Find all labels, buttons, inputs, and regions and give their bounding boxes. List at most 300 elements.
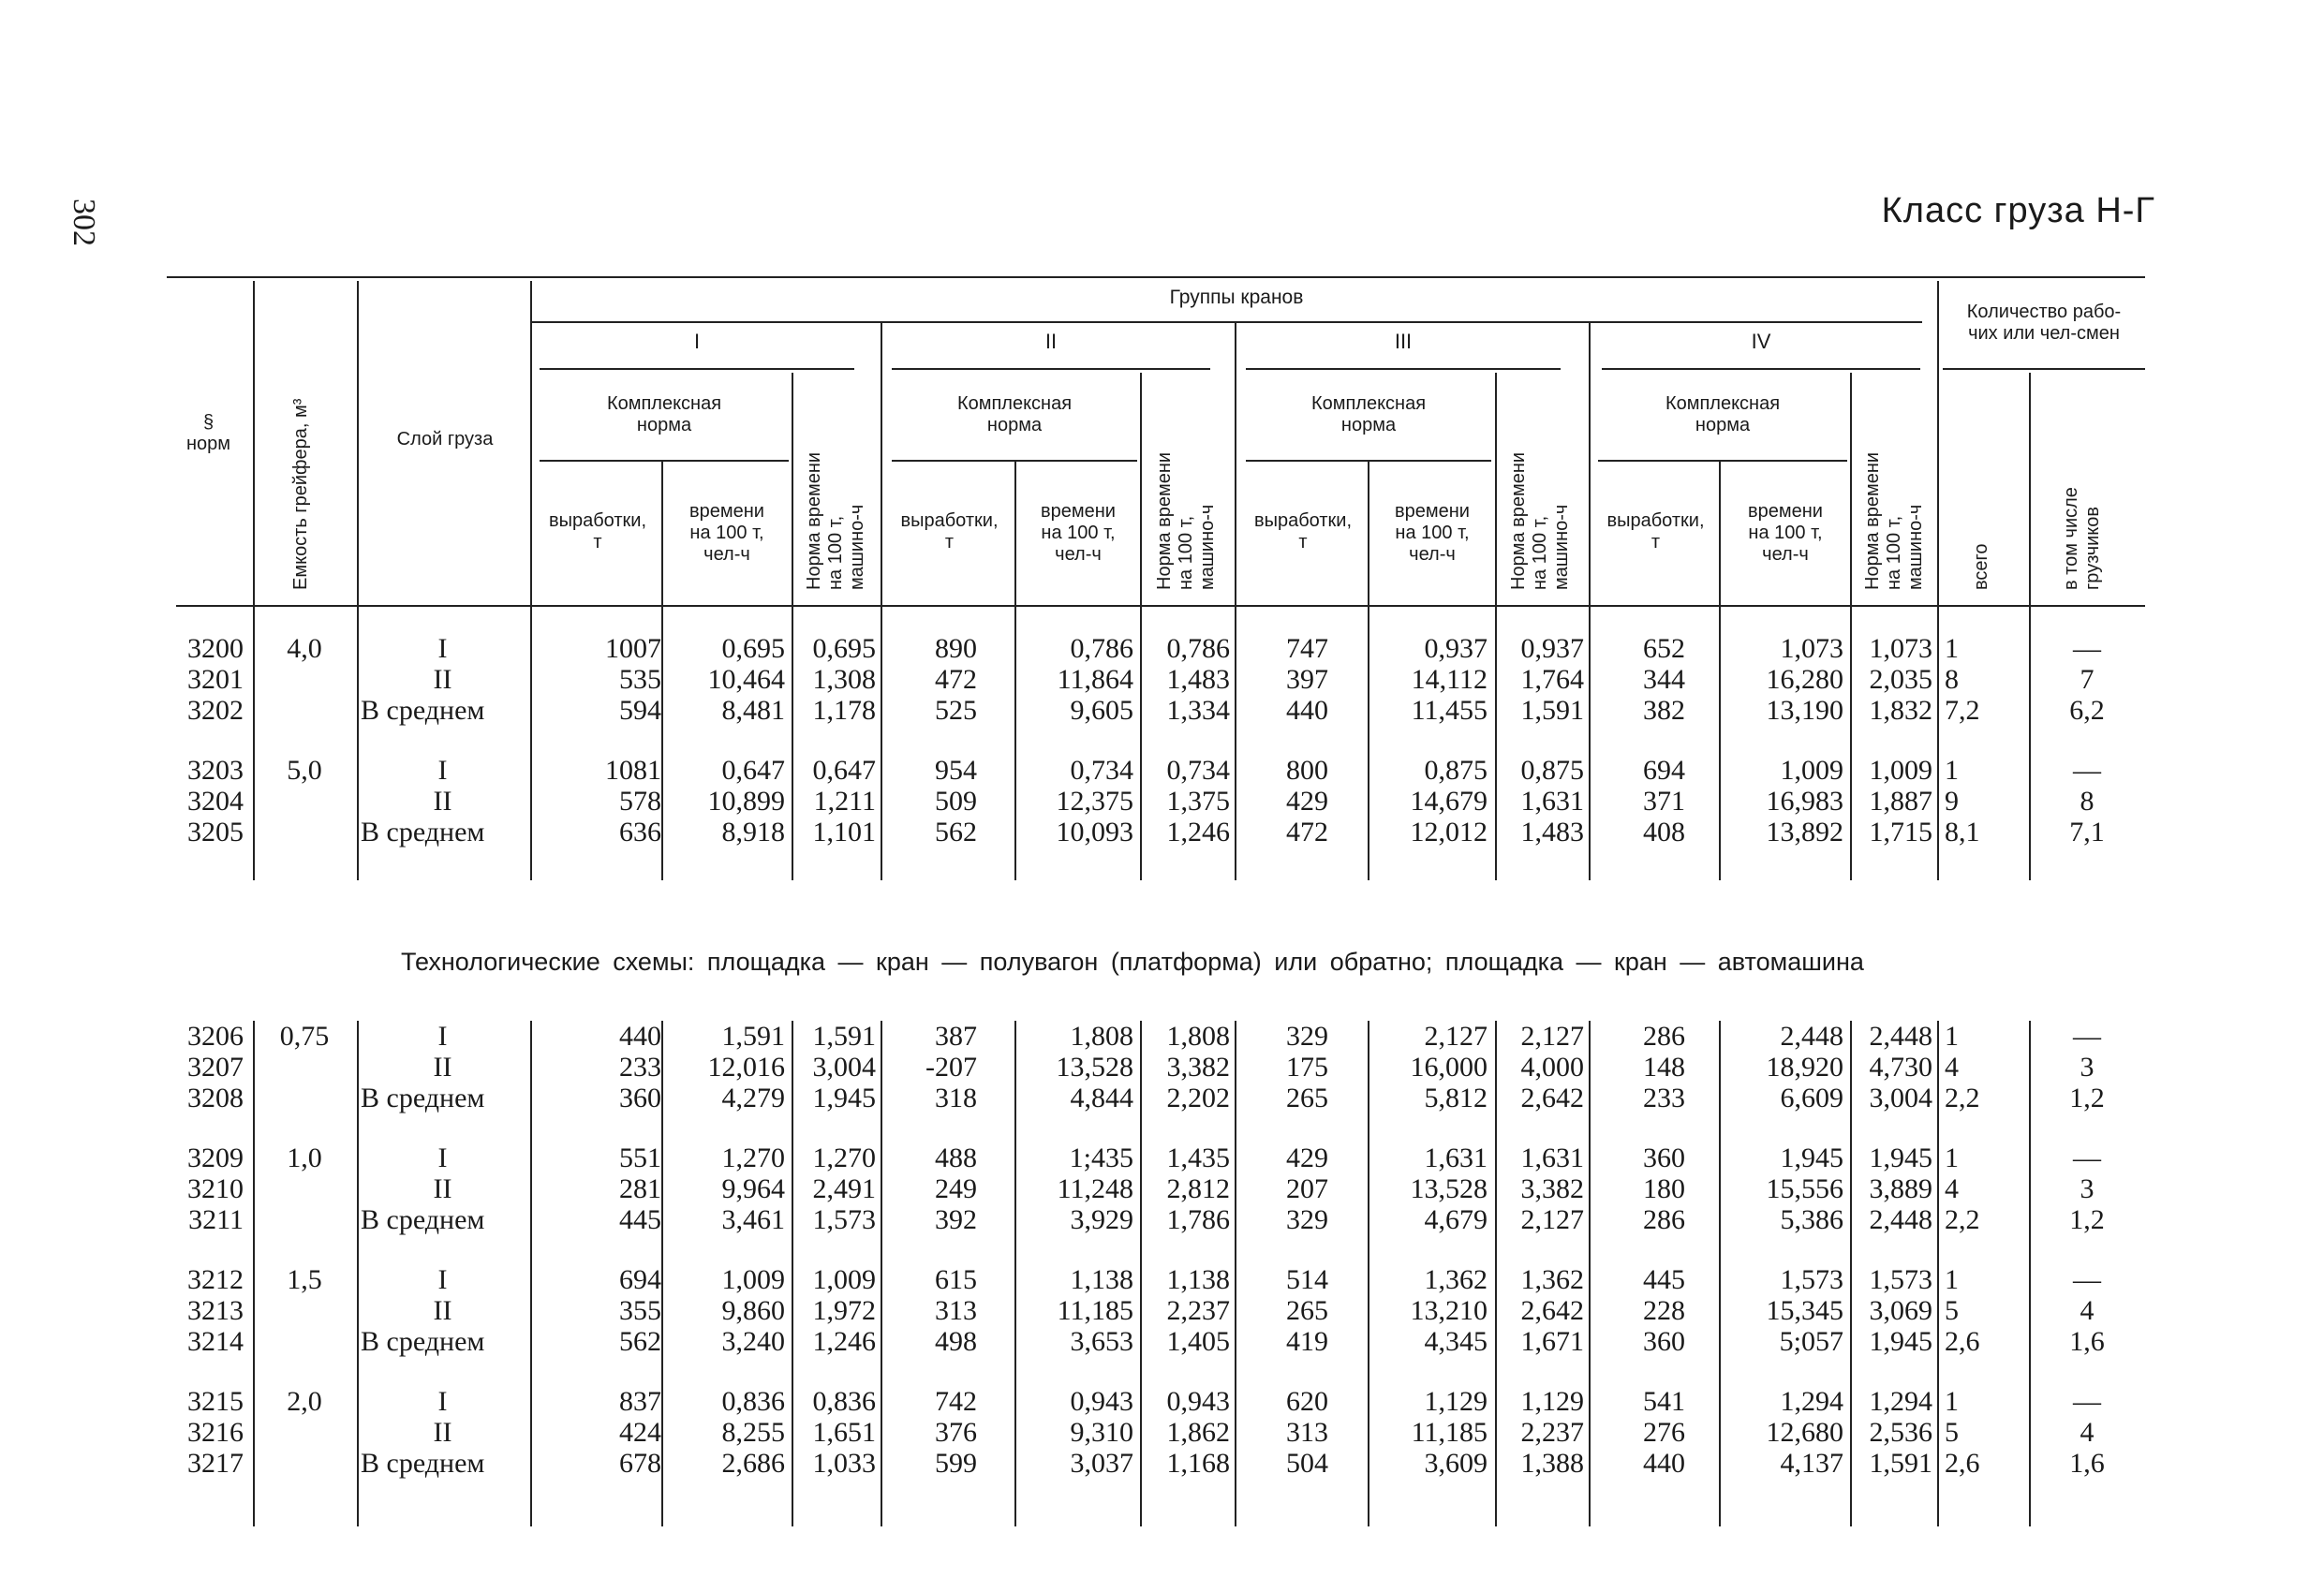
group-3-output: 329 [1286,1204,1328,1235]
group-4-machine-time: 2,035 [1869,664,1932,695]
group-4-machine-time: 1,945 [1869,1142,1932,1173]
group-2-machine-time: 3,382 [1166,1052,1230,1083]
header-machine-time-III: Норма времени на 100 т, машино-ч [1508,451,1572,590]
group-3-time: 14,112 [1411,664,1488,695]
group-4-machine-time: 3,889 [1869,1173,1932,1204]
group-2-time: 11,248 [1057,1173,1133,1204]
workers-loaders: — [2073,1142,2101,1173]
norm-number: 3206 [187,1021,244,1052]
group-3-output: 419 [1286,1326,1328,1357]
group-2-output: -207 [925,1052,977,1083]
group-2-machine-time: 1,168 [1166,1448,1230,1479]
norm-number: 3207 [187,1052,244,1083]
group-2-time: 13,528 [1056,1052,1133,1083]
workers-total: 1 [1945,633,1959,664]
group-3-output: 514 [1286,1264,1328,1295]
header-cargo-layer: Слой груза [396,429,494,450]
group-4-time: 4,137 [1780,1448,1843,1479]
group-4-time: 5;057 [1779,1326,1843,1357]
group-4-machine-time: 1,591 [1869,1448,1932,1479]
header-group-III: III [1394,330,1413,353]
group-1-output: 424 [619,1417,661,1448]
grab-capacity: 4,0 [287,633,322,664]
group-1-machine-time: 3,004 [812,1052,876,1083]
group-1-output: 837 [619,1386,661,1417]
group-3-machine-time: 4,000 [1520,1052,1584,1083]
header-complex-norm-IV: Комплексная норма [1665,393,1781,435]
workers-total: 1 [1945,1264,1959,1295]
workers-loaders: 8 [2080,786,2095,817]
workers-loaders: — [2073,755,2101,786]
cargo-layer: I [437,1386,448,1417]
group-2-time: 3,653 [1070,1326,1133,1357]
group-3-machine-time: 1,362 [1520,1264,1584,1295]
group-4-output: 276 [1643,1417,1685,1448]
group-2-output: 890 [935,633,977,664]
norm-number: 3212 [187,1264,244,1295]
workers-total: 5 [1945,1417,1959,1448]
table-row [0,633,2324,664]
group-4-time: 1,009 [1780,755,1843,786]
cargo-layer: II [433,786,452,817]
group-2-output: 562 [935,817,977,848]
workers-loaders: 4 [2080,1295,2095,1326]
group-3-time: 16,000 [1410,1052,1488,1083]
group-4-machine-time: 1,832 [1869,695,1932,726]
header-norm: § норм [185,412,231,454]
group-2-output: 525 [935,695,977,726]
technological-schemes-line: Технологические схемы: площадка — кран — полувагон (платформа) или обратно; площадка — кран — автомашина [401,948,1864,976]
cargo-layer: В среднем [361,817,485,848]
cargo-layer: В среднем [361,1448,485,1479]
workers-total: 1 [1945,1386,1959,1417]
group-4-output: 233 [1643,1083,1685,1113]
group-2-output: 498 [935,1326,977,1357]
workers-loaders: 6,2 [2069,695,2105,726]
group-3-time: 13,210 [1410,1295,1488,1326]
group-3-output: 800 [1286,755,1328,786]
cargo-layer: В среднем [361,695,485,726]
group-2-machine-time: 0,786 [1166,633,1230,664]
table-row [0,695,2324,726]
workers-total: 8 [1945,664,1959,695]
group-1-time: 1,591 [721,1021,785,1052]
group-3-time: 1,631 [1424,1142,1488,1173]
table-row [0,817,2324,848]
header-crane-groups: Группы кранов [1169,287,1304,308]
cargo-layer: II [433,1417,452,1448]
group-1-output: 551 [619,1142,661,1173]
group-3-time: 1,362 [1424,1264,1488,1295]
crane-groups-rule [530,321,1922,323]
group-1-time: 2,686 [721,1448,785,1479]
group-3-machine-time: 1,671 [1520,1326,1584,1357]
group-2-time: 4,844 [1070,1083,1133,1113]
group-2-machine-time: 1,375 [1166,786,1230,817]
group-3-time: 4,679 [1424,1204,1488,1235]
group-1-output: 355 [619,1295,661,1326]
group-3-time: 14,679 [1410,786,1488,817]
group-IV-rule [1602,368,1920,370]
workers-total: 2,6 [1945,1448,1980,1479]
group-3-machine-time: 2,127 [1520,1021,1584,1052]
workers-total: 5 [1945,1295,1959,1326]
group-3-time: 3,609 [1424,1448,1488,1479]
norm-number: 3217 [187,1448,244,1479]
group-2-output: 313 [935,1295,977,1326]
grab-capacity: 1,5 [287,1264,322,1295]
group-1-machine-time: 1,270 [812,1142,876,1173]
group-3-output: 265 [1286,1295,1328,1326]
group-4-time: 16,983 [1766,786,1843,817]
workers-total: 7,2 [1945,695,1980,726]
table-row [0,1173,2324,1204]
header-complex-norm-II: Комплексная норма [956,393,1073,435]
group-4-output: 371 [1643,786,1685,817]
group-3-machine-time: 2,237 [1520,1417,1584,1448]
group-2-machine-time: 1,138 [1166,1264,1230,1295]
group-4-time: 6,609 [1780,1083,1843,1113]
workers-rule [1943,368,2145,370]
group-2-time: 0,734 [1070,755,1133,786]
group-4-time: 15,345 [1766,1295,1843,1326]
cargo-layer: II [433,1295,452,1326]
cargo-layer: I [437,1021,448,1052]
group-4-output: 445 [1643,1264,1685,1295]
workers-total: 4 [1945,1173,1959,1204]
header-workers: Количество рабо- чих или чел-смен [1966,302,2122,344]
group-4-machine-time: 1,573 [1869,1264,1932,1295]
group-III-rule [1246,368,1561,370]
header-group-I: I [693,330,701,353]
cargo-layer: В среднем [361,1326,485,1357]
header-output-I: выработки, т [548,510,647,553]
group-1-machine-time: 1,591 [812,1021,876,1052]
group-4-time: 1,073 [1780,633,1843,664]
group-4-output: 360 [1643,1142,1685,1173]
group-2-time: 11,864 [1057,664,1133,695]
group-3-machine-time: 3,382 [1520,1173,1584,1204]
group-3-machine-time: 2,127 [1520,1204,1584,1235]
header-machine-time-I: Норма времени на 100 т, машино-ч [804,451,867,590]
group-1-output: 535 [619,664,661,695]
table-row [0,1448,2324,1479]
group-2-output: 488 [935,1142,977,1173]
group-1-time: 0,647 [721,755,785,786]
group-1-machine-time: 2,491 [812,1173,876,1204]
group-2-machine-time: 2,812 [1166,1173,1230,1204]
group-4-output: 440 [1643,1448,1685,1479]
group-2-output: 392 [935,1204,977,1235]
cargo-layer: I [437,633,448,664]
group-2-time: 3,037 [1070,1448,1133,1479]
group-4-output: 360 [1643,1326,1685,1357]
group-4-machine-time: 3,004 [1869,1083,1932,1113]
group-3-machine-time: 2,642 [1520,1083,1584,1113]
workers-total: 2,2 [1945,1083,1980,1113]
group-1-machine-time: 0,836 [812,1386,876,1417]
group-4-machine-time: 2,536 [1869,1417,1932,1448]
group-4-time: 15,556 [1766,1173,1843,1204]
group-2-output: 599 [935,1448,977,1479]
group-4-time: 13,190 [1766,695,1843,726]
group-3-machine-time: 1,764 [1520,664,1584,695]
group-1-time: 3,240 [721,1326,785,1357]
group-1-machine-time: 1,101 [812,817,876,848]
group-4-time: 18,920 [1766,1052,1843,1083]
group-1-machine-time: 1,308 [812,664,876,695]
workers-loaders: 3 [2080,1173,2095,1204]
group-3-output: 429 [1286,1142,1328,1173]
header-time-III: времени на 100 т, чел-ч [1395,501,1470,565]
group-3-output: 620 [1286,1386,1328,1417]
group-II-rule [892,368,1210,370]
norm-number: 3211 [188,1204,244,1235]
group-4-machine-time: 1,945 [1869,1326,1932,1357]
group-3-time: 5,812 [1424,1083,1488,1113]
group-2-time: 1;435 [1069,1142,1133,1173]
group-2-time: 10,093 [1056,817,1133,848]
group-1-time: 12,016 [707,1052,785,1083]
group-4-time: 2,448 [1780,1021,1843,1052]
group-1-time: 4,279 [721,1083,785,1113]
group-3-machine-time: 2,642 [1520,1295,1584,1326]
group-2-time: 1,808 [1070,1021,1133,1052]
group-4-machine-time: 1,294 [1869,1386,1932,1417]
table-row [0,1142,2324,1173]
group-3-machine-time: 1,591 [1520,695,1584,726]
group-1-time: 9,964 [721,1173,785,1204]
workers-total: 4 [1945,1052,1959,1083]
group-1-time: 8,918 [721,817,785,848]
header-complex-norm-I: Комплексная норма [606,393,722,435]
group-2-output: 954 [935,755,977,786]
group-1-output: 445 [619,1204,661,1235]
group-2-output: 387 [935,1021,977,1052]
group-1-time: 9,860 [721,1295,785,1326]
group-4-machine-time: 1,009 [1869,755,1932,786]
group-4-output: 148 [1643,1052,1685,1083]
workers-loaders: — [2073,1264,2101,1295]
header-machine-time-IV: Норма времени на 100 т, машино-ч [1862,451,1926,590]
group-4-machine-time: 2,448 [1869,1021,1932,1052]
group-3-machine-time: 1,388 [1520,1448,1584,1479]
group-3-output: 747 [1286,633,1328,664]
group-4-output: 228 [1643,1295,1685,1326]
group-2-machine-time: 2,202 [1166,1083,1230,1113]
group-2-time: 0,786 [1070,633,1133,664]
group-3-time: 4,345 [1424,1326,1488,1357]
grab-capacity: 1,0 [287,1142,322,1173]
group-2-output: 249 [935,1173,977,1204]
workers-loaders: 1,2 [2069,1083,2105,1113]
group-1-machine-time: 1,178 [812,695,876,726]
table-row [0,1386,2324,1417]
cargo-layer: II [433,1173,452,1204]
group-2-time: 1,138 [1070,1264,1133,1295]
workers-loaders: — [2073,633,2101,664]
group-1-time: 0,695 [721,633,785,664]
cargo-layer: I [437,755,448,786]
table-row [0,755,2324,786]
group-1-output: 562 [619,1326,661,1357]
group-2-output: 742 [935,1386,977,1417]
norm-number: 3202 [187,695,244,726]
group-1-machine-time: 1,945 [812,1083,876,1113]
header-group-II: II [1044,330,1058,353]
norm-number: 3200 [187,633,244,664]
group-2-machine-time: 1,405 [1166,1326,1230,1357]
workers-loaders: — [2073,1386,2101,1417]
group-3-time: 0,937 [1424,633,1488,664]
workers-total: 2,6 [1945,1326,1980,1357]
group-2-output: 376 [935,1417,977,1448]
group-4-output: 652 [1643,633,1685,664]
table-row [0,1021,2324,1052]
header-time-I: времени на 100 т, чел-ч [689,501,764,565]
complex-IV-rule [1598,460,1847,462]
group-3-output: 329 [1286,1021,1328,1052]
workers-loaders: 4 [2080,1417,2095,1448]
table-row [0,664,2324,695]
workers-total: 9 [1945,786,1959,817]
header-output-IV: выработки, т [1606,510,1705,553]
group-1-time: 0,836 [721,1386,785,1417]
group-4-time: 1,945 [1780,1142,1843,1173]
group-3-output: 429 [1286,786,1328,817]
group-1-machine-time: 1,573 [812,1204,876,1235]
norm-number: 3210 [187,1173,244,1204]
group-3-machine-time: 1,129 [1520,1386,1584,1417]
group-2-machine-time: 2,237 [1166,1295,1230,1326]
group-4-output: 180 [1643,1173,1685,1204]
group-4-output: 541 [1643,1386,1685,1417]
group-3-time: 11,185 [1411,1417,1488,1448]
group-3-time: 11,455 [1411,695,1488,726]
group-1-machine-time: 1,651 [812,1417,876,1448]
header-grab-capacity: Емкость грейфера, м³ [290,398,311,590]
group-1-machine-time: 1,009 [812,1264,876,1295]
norm-number: 3213 [187,1295,244,1326]
norm-number: 3209 [187,1142,244,1173]
group-1-time: 10,464 [707,664,785,695]
group-2-time: 0,943 [1070,1386,1133,1417]
group-4-machine-time: 1,073 [1869,633,1932,664]
norm-number: 3215 [187,1386,244,1417]
group-2-machine-time: 1,334 [1166,695,1230,726]
table-row [0,1052,2324,1083]
group-2-output: 615 [935,1264,977,1295]
workers-loaders: — [2073,1021,2101,1052]
group-2-machine-time: 1,483 [1166,664,1230,695]
group-4-time: 1,294 [1780,1386,1843,1417]
group-4-time: 12,680 [1766,1417,1843,1448]
group-2-time: 11,185 [1057,1295,1133,1326]
norm-number: 3216 [187,1417,244,1448]
group-1-time: 10,899 [707,786,785,817]
norm-number: 3201 [187,664,244,695]
group-3-time: 0,875 [1424,755,1488,786]
group-3-output: 207 [1286,1173,1328,1204]
group-1-time: 1,270 [721,1142,785,1173]
workers-total: 8,1 [1945,817,1980,848]
group-1-output: 233 [619,1052,661,1083]
table-row [0,1295,2324,1326]
group-1-time: 1,009 [721,1264,785,1295]
header-complex-norm-III: Комплексная норма [1310,393,1427,435]
group-3-time: 13,528 [1410,1173,1488,1204]
table-top-rule [167,276,2145,278]
group-4-output: 344 [1643,664,1685,695]
group-3-time: 1,129 [1424,1386,1488,1417]
cargo-layer: I [437,1142,448,1173]
group-1-machine-time: 1,972 [812,1295,876,1326]
header-output-II: выработки, т [900,510,999,553]
norm-number: 3204 [187,786,244,817]
group-4-time: 13,892 [1766,817,1843,848]
workers-loaders: 1,2 [2069,1204,2105,1235]
group-2-time: 3,929 [1070,1204,1133,1235]
page-number: 302 [67,199,101,246]
group-4-machine-time: 4,730 [1869,1052,1932,1083]
workers-loaders: 7 [2080,664,2095,695]
group-4-time: 1,573 [1780,1264,1843,1295]
group-3-output: 175 [1286,1052,1328,1083]
cargo-layer: II [433,664,452,695]
workers-loaders: 1,6 [2069,1326,2105,1357]
table-row [0,1417,2324,1448]
group-3-output: 313 [1286,1417,1328,1448]
header-group-IV: IV [1751,330,1771,353]
grab-capacity: 5,0 [287,755,322,786]
grab-capacity: 2,0 [287,1386,322,1417]
group-2-machine-time: 1,786 [1166,1204,1230,1235]
norm-number: 3208 [187,1083,244,1113]
table-row [0,1264,2324,1295]
group-2-output: 318 [935,1083,977,1113]
header-output-III: выработки, т [1253,510,1353,553]
group-3-time: 2,127 [1424,1021,1488,1052]
group-3-time: 12,012 [1410,817,1488,848]
header-total: всего [1971,543,1991,590]
group-3-output: 440 [1286,695,1328,726]
group-4-machine-time: 2,448 [1869,1204,1932,1235]
group-3-output: 504 [1286,1448,1328,1479]
group-3-output: 265 [1286,1083,1328,1113]
group-4-machine-time: 1,887 [1869,786,1932,817]
group-1-output: 281 [619,1173,661,1204]
group-2-output: 509 [935,786,977,817]
norm-number: 3214 [187,1326,244,1357]
group-1-output: 1007 [605,633,661,664]
group-3-machine-time: 0,937 [1520,633,1584,664]
group-4-machine-time: 1,715 [1869,817,1932,848]
group-3-machine-time: 1,483 [1520,817,1584,848]
grab-capacity: 0,75 [279,1021,330,1052]
group-1-output: 594 [619,695,661,726]
cargo-layer: В среднем [361,1204,485,1235]
group-2-machine-time: 1,435 [1166,1142,1230,1173]
group-1-machine-time: 1,246 [812,1326,876,1357]
group-1-time: 3,461 [721,1204,785,1235]
workers-total: 2,2 [1945,1204,1980,1235]
workers-total: 1 [1945,1021,1959,1052]
group-3-machine-time: 0,875 [1520,755,1584,786]
group-1-machine-time: 0,647 [812,755,876,786]
complex-I-rule [540,460,789,462]
group-4-time: 5,386 [1780,1204,1843,1235]
group-3-machine-time: 1,631 [1520,1142,1584,1173]
